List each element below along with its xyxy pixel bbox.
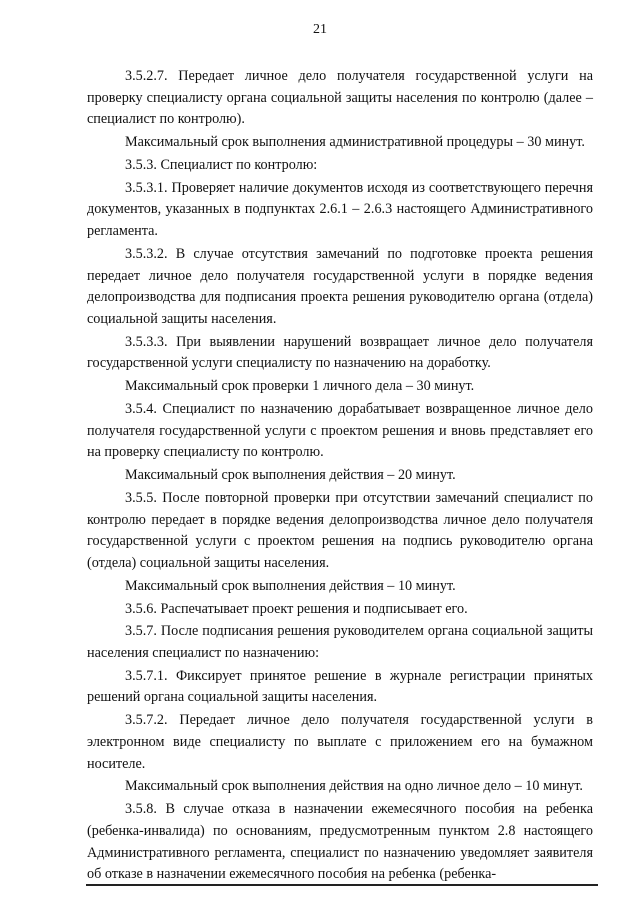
- paragraph-time-limit: Максимальный срок выполнения действия – 20 минут.: [125, 467, 456, 484]
- paragraph-time-limit: Максимальный срок проверки 1 личного дела – 30 минут.: [125, 378, 475, 395]
- paragraph-3-5-3-1: 3.5.3.1. Проверяет наличие документов исходя из соответствующего перечня документов, указанных в подпунктах 2.6.1 – 2.6.3 настоящего Административного регламента.: [87, 179, 593, 240]
- paragraph-3-5-5: 3.5.5. После повторной проверки при отсутствии замечаний специалист по контролю передает в порядке ведения делопроизводства личное дело получателя государственной услуги с проектом решения на подпись руководителю органа (отдела) социальной защиты населения.: [87, 489, 593, 571]
- paragraph-3-5-6: 3.5.6. Распечатывает проект решения и подписывает его.: [125, 600, 468, 617]
- paragraph-3-5-3-3: 3.5.3.3. При выявлении нарушений возвращает личное дело получателя государственной услуги специалисту по назначению на доработку.: [87, 333, 593, 372]
- paragraph-3-5-4: 3.5.4. Специалист по назначению дорабатывает возвращенное личное дело получателя государственной услуги с проектом решения и вновь представляет его на проверку специалисту по контролю.: [87, 400, 593, 461]
- paragraph-time-limit: Максимальный срок выполнения административной процедуры – 30 минут.: [125, 134, 585, 151]
- paragraph-3-5-7-2: 3.5.7.2. Передает личное дело получателя государственной услуги в электронном виде специалисту по выплате с приложением его на бумажном носителе.: [87, 712, 593, 772]
- footer-divider: [86, 884, 598, 886]
- paragraph-time-limit: Максимальный срок выполнения действия на одно личное дело – 10 минут.: [125, 778, 583, 795]
- paragraph-time-limit: Максимальный срок выполнения действия – 10 минут.: [125, 577, 456, 594]
- paragraph-3-5-2-7: 3.5.2.7. Передает личное дело получателя государственной услуги на проверку специалисту органа социальной защиты населения по контролю (далее – специалист по контролю).: [87, 68, 593, 128]
- paragraph-3-5-3: 3.5.3. Специалист по контролю:: [125, 156, 318, 173]
- paragraph-3-5-3-2: 3.5.3.2. В случае отсутствия замечаний по подготовке проекта решения передает личное дело получателя государственной услуги в порядке ведения делопроизводства для подписания проекта решения руководителю органа (отдела) социальной защиты населения.: [87, 245, 593, 327]
- paragraph-3-5-8: 3.5.8. В случае отказа в назначении ежемесячного пособия на ребенка (ребенка-инвалида) по основаниям, предусмотренным пунктом 2.8 настоящего Административного регламента, специалист по назначению уведомляет заявителя об отказе в назначении ежемесячного пособия на ребенка (ребенка-: [87, 801, 593, 883]
- document-body: [87, 66, 593, 886]
- paragraph-3-5-7-1: 3.5.7.1. Фиксирует принятое решение в журнале регистрации принятых решений органа социальной защиты населения.: [87, 667, 593, 706]
- page-number: 21: [313, 22, 327, 37]
- paragraph-3-5-7: 3.5.7. После подписания решения руководителем органа социальной защиты населения специалист по назначению:: [87, 623, 593, 661]
